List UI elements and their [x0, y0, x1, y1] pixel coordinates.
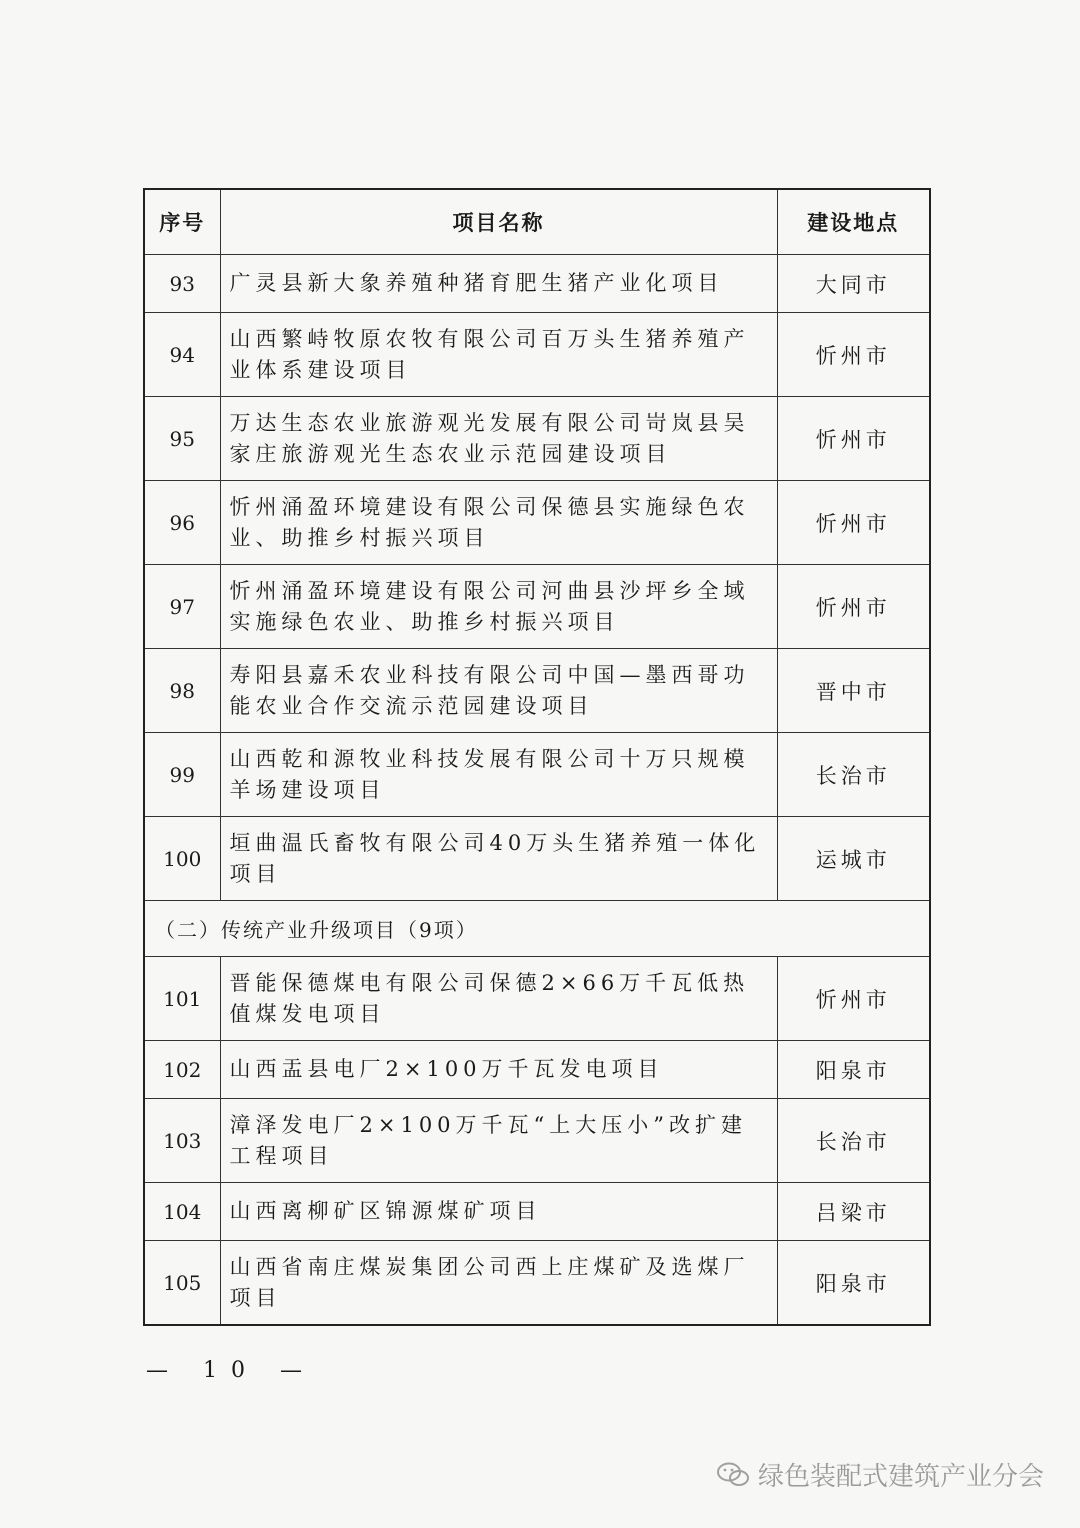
row-location: 忻州市: [777, 313, 930, 397]
row-no: 99: [144, 733, 220, 817]
row-name: 广灵县新大象养殖种猪育肥生猪产业化项目: [220, 255, 777, 313]
row-location: 长治市: [777, 1099, 930, 1183]
watermark: [716, 1456, 1044, 1493]
row-no: 98: [144, 649, 220, 733]
row-location: 长治市: [777, 733, 930, 817]
row-location: 吕梁市: [777, 1183, 930, 1241]
table-row: [144, 313, 930, 397]
row-no: 105: [144, 1241, 220, 1326]
wechat-icon: [716, 1461, 750, 1489]
row-name: 万达生态农业旅游观光发展有限公司岢岚县吴家庄旅游观光生态农业示范园建设项目: [220, 397, 777, 481]
table-row: [144, 255, 930, 313]
table-row: [144, 565, 930, 649]
row-name: 寿阳县嘉禾农业科技有限公司中国—墨西哥功能农业合作交流示范园建设项目: [220, 649, 777, 733]
row-name: 山西离柳矿区锦源煤矿项目: [220, 1183, 777, 1241]
project-table: [143, 188, 931, 1326]
row-name: 垣曲温氏畜牧有限公司40万头生猪养殖一体化项目: [220, 817, 777, 901]
table-row: [144, 957, 930, 1041]
row-name: 山西繁峙牧原农牧有限公司百万头生猪养殖产业体系建设项目: [220, 313, 777, 397]
row-name: 晋能保德煤电有限公司保德2×66万千瓦低热值煤发电项目: [220, 957, 777, 1041]
table-row: [144, 1183, 930, 1241]
row-name: 忻州涌盈环境建设有限公司河曲县沙坪乡全域实施绿色农业、助推乡村振兴项目: [220, 565, 777, 649]
row-location: 忻州市: [777, 397, 930, 481]
row-location: 忻州市: [777, 565, 930, 649]
table-row: [144, 481, 930, 565]
header-no: 序号: [144, 189, 220, 255]
row-no: 104: [144, 1183, 220, 1241]
row-no: 95: [144, 397, 220, 481]
table-row: [144, 1241, 930, 1326]
row-name: 山西盂县电厂2×100万千瓦发电项目: [220, 1041, 777, 1099]
row-no: 100: [144, 817, 220, 901]
row-no: 102: [144, 1041, 220, 1099]
row-no: 96: [144, 481, 220, 565]
row-location: 阳泉市: [777, 1241, 930, 1326]
row-name: 山西省南庄煤炭集团公司西上庄煤矿及选煤厂项目: [220, 1241, 777, 1326]
header-name: 项目名称: [220, 189, 777, 255]
table-header-row: [144, 189, 930, 255]
row-no: 94: [144, 313, 220, 397]
row-name: 山西乾和源牧业科技发展有限公司十万只规模羊场建设项目: [220, 733, 777, 817]
table-row: [144, 649, 930, 733]
table-row: [144, 817, 930, 901]
row-location: 阳泉市: [777, 1041, 930, 1099]
header-location: 建设地点: [777, 189, 930, 255]
row-location: 运城市: [777, 817, 930, 901]
row-no: 101: [144, 957, 220, 1041]
table-row: [144, 1099, 930, 1183]
section-title: （二）传统产业升级项目（9项）: [144, 901, 930, 957]
row-location: 大同市: [777, 255, 930, 313]
row-name: 忻州涌盈环境建设有限公司保德县实施绿色农业、助推乡村振兴项目: [220, 481, 777, 565]
row-name: 漳泽发电厂2×100万千瓦“上大压小”改扩建工程项目: [220, 1099, 777, 1183]
row-location: 忻州市: [777, 481, 930, 565]
row-location: 晋中市: [777, 649, 930, 733]
table-row: [144, 397, 930, 481]
section-row: [144, 901, 930, 957]
row-no: 97: [144, 565, 220, 649]
row-no: 93: [144, 255, 220, 313]
table-row: [144, 733, 930, 817]
table-row: [144, 1041, 930, 1099]
watermark-text: 绿色装配式建筑产业分会: [757, 1462, 1044, 1492]
row-location: 忻州市: [777, 957, 930, 1041]
page-number: — 10 —: [146, 1358, 316, 1383]
row-no: 103: [144, 1099, 220, 1183]
